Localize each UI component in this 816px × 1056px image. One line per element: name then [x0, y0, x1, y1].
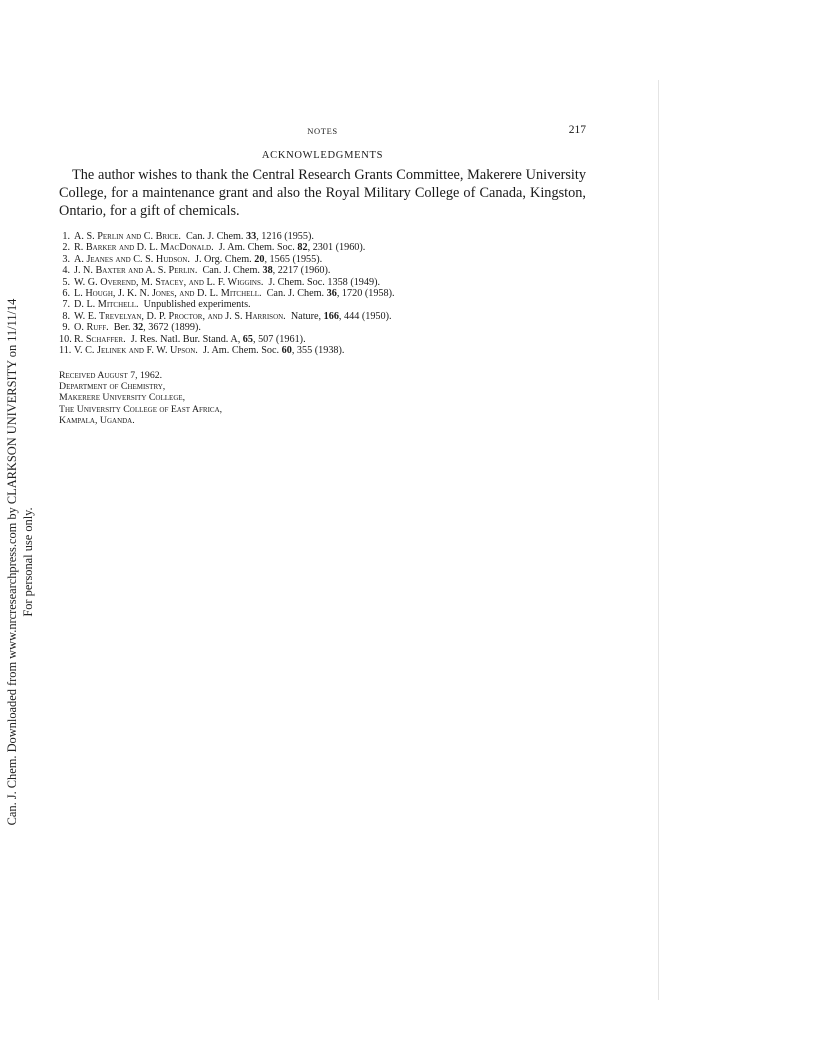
- download-notice: Can. J. Chem. Downloaded from www.nrcresearchpress.com by CLARKSON UNIVERSITY on 11/11/14: [5, 298, 19, 826]
- received-block: [59, 370, 222, 426]
- reference-item: 6. L. Hough, J. K. N. Jones, and D. L. Mitchell. Can. J. Chem. 36, 1720 (1958).: [62, 288, 395, 300]
- reference-item: 7. D. L. Mitchell. Unpublished experiments.: [62, 299, 251, 311]
- reference-item: 5. W. G. Overend, M. Stacey, and L. F. Wiggins. J. Chem. Soc. 1358 (1949).: [62, 276, 381, 288]
- affiliation-line: Makerere University College,: [59, 392, 186, 404]
- reference-item: 1. A. S. Perlin and C. Brice. Can. J. Chem. 33, 1216 (1955).: [62, 231, 314, 242]
- affiliation-line: Department of Chemistry,: [59, 381, 166, 393]
- running-title: NOTES: [307, 126, 338, 136]
- acknowledgment-paragraph: The author wishes to thank the Central Research Grants Committee, Makerere University College, for a maintenance grant and also the Royal Military College of Canada, Kingston, Ontario, for a gift of chemicals.: [59, 167, 586, 219]
- reference-item: 9. O. Ruff. Ber. 32, 3672 (1899).: [62, 322, 201, 334]
- personal-use-notice: For personal use only.: [21, 507, 35, 617]
- reference-item: 8. W. E. Trevelyan, D. P. Proctor, and J. S. Harrison. Nature, 166, 444 (1950).: [62, 310, 392, 322]
- page-edge-divider: [658, 80, 659, 1000]
- download-watermark: [4, 232, 44, 892]
- affiliation-line: Kampala, Uganda.: [59, 414, 135, 426]
- affiliation-line: The University College of East Africa,: [59, 403, 223, 415]
- reference-item: 11. V. C. Jelinek and F. W. Upson. J. Am. Chem. Soc. 60, 355 (1938).: [59, 345, 345, 357]
- reference-list: [59, 231, 599, 356]
- acknowledgments-heading: ACKNOWLEDGMENTS: [261, 150, 384, 161]
- page-header: [59, 124, 586, 138]
- reference-item: 2. R. Barker and D. L. MacDonald. J. Am. Chem. Soc. 82, 2301 (1960).: [62, 242, 366, 254]
- received-date: Received August 7, 1962.: [59, 370, 163, 381]
- reference-item: 3. A. Jeanes and C. S. Hudson. J. Org. Chem. 20, 1565 (1955).: [62, 253, 323, 265]
- page-number: 217: [568, 124, 586, 136]
- reference-item: 10. R. Schaffer. J. Res. Natl. Bur. Stand. A, 65, 507 (1961).: [59, 333, 306, 345]
- reference-item: 4. J. N. Baxter and A. S. Perlin. Can. J. Chem. 38, 2217 (1960).: [62, 265, 331, 277]
